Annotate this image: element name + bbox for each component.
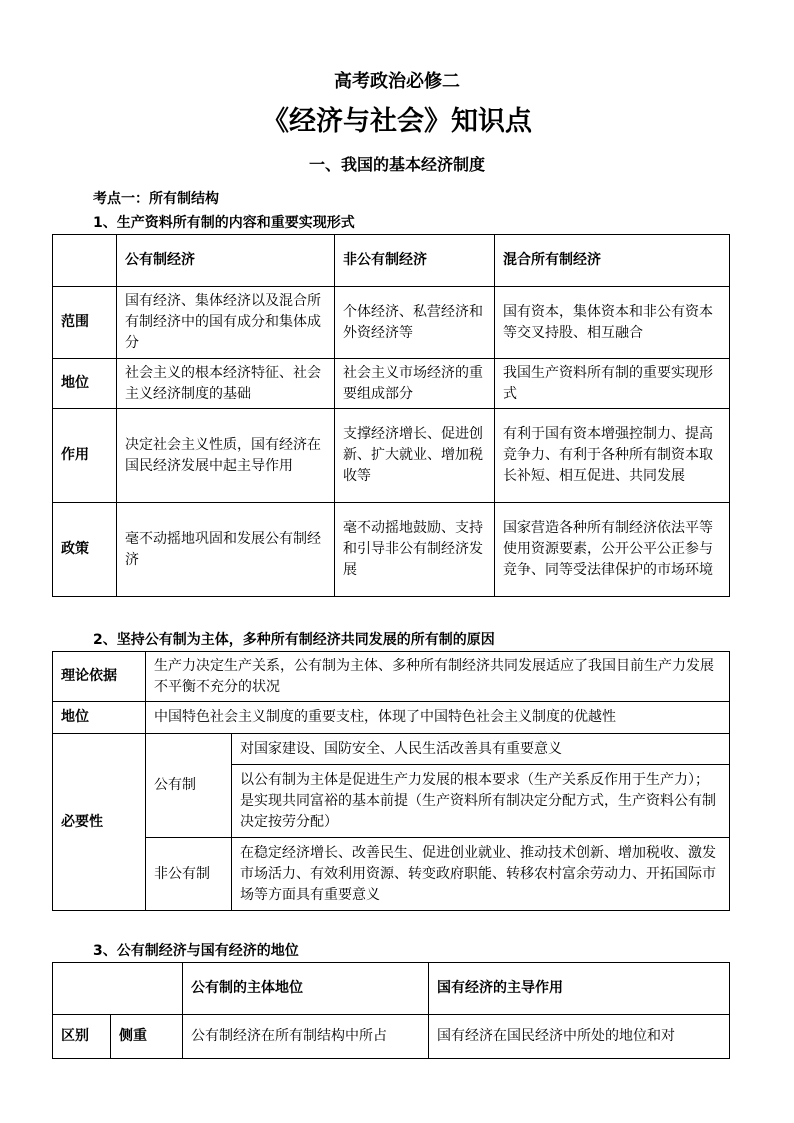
table-row (53, 1015, 730, 1059)
status-table (52, 962, 730, 1059)
row-label-emphasis: 侧重 (111, 1015, 183, 1059)
row-label-theory: 理论依据 (53, 652, 146, 702)
table-row (53, 503, 730, 597)
ownership-table (52, 234, 730, 597)
table-row (53, 359, 730, 409)
table-cell: 我国生产资料所有制的重要实现形式 (495, 359, 730, 409)
table-cell: 国家营造各种所有制经济依法平等使用资源要素，公开公平公正参与竞争、同等受法律保护的市场环境 (495, 503, 730, 597)
row-label: 地位 (53, 359, 117, 409)
table-cell: 决定社会主义性质，国有经济在国民经济发展中起主导作用 (117, 409, 335, 503)
header-cell-empty (53, 963, 183, 1015)
row-label-status: 地位 (53, 702, 146, 734)
header-cell-state-leading: 国有经济的主导作用 (429, 963, 730, 1015)
row-label: 作用 (53, 409, 117, 503)
row-label: 政策 (53, 503, 117, 597)
header-cell-nonpublic: 非公有制经济 (335, 235, 495, 287)
table-cell: 毫不动摇地鼓励、支持和引导非公有制经济发展 (335, 503, 495, 597)
table-cell: 毫不动摇地巩固和发展公有制经济 (117, 503, 335, 597)
table-header-row (53, 235, 730, 287)
table-cell: 公有制经济在所有制结构中所占 (183, 1015, 429, 1059)
section3-heading: 3、公有制经济与国有经济的地位 (93, 943, 299, 959)
doc-title-main: 《经济与社会》知识点 (262, 106, 532, 137)
table-row (53, 409, 730, 503)
theory-cell: 生产力决定生产关系，公有制为主体、多种所有制经济共同发展适应了我国目前生产力发展不平衡不充分的状况 (146, 652, 730, 702)
table-cell: 社会主义市场经济的重要组成部分 (335, 359, 495, 409)
public-label: 公有制 (146, 734, 232, 838)
topic-heading: 考点一：所有制结构 (93, 191, 219, 207)
table-cell: 社会主义的根本经济特征、社会主义经济制度的基础 (117, 359, 335, 409)
table-row (53, 652, 730, 702)
table-cell: 有利于国有资本增强控制力、提高竞争力、有利于各种所有制资本取长补短、相互促进、共同发展 (495, 409, 730, 503)
header-cell-public-dominance: 公有制的主体地位 (183, 963, 429, 1015)
nonpublic-label: 非公有制 (146, 838, 232, 911)
table-row (53, 287, 730, 359)
table-cell: 国有经济在国民经济中所处的地位和对 (429, 1015, 730, 1059)
section2-heading: 2、坚持公有制为主体，多种所有制经济共同发展的所有制的原因 (93, 632, 495, 648)
table-cell: 个体经济、私营经济和外资经济等 (335, 287, 495, 359)
table-cell: 支撑经济增长、促进创新、扩大就业、增加税收等 (335, 409, 495, 503)
table-row (53, 734, 730, 765)
header-cell-public: 公有制经济 (117, 235, 335, 287)
public-cell-2: 以公有制为主体是促进生产力发展的根本要求（生产关系反作用于生产力）；是实现共同富裕的基本前提（生产资料所有制决定分配方式，生产资料公有制决定按劳分配） (232, 765, 730, 838)
row-label-necessity: 必要性 (53, 734, 146, 911)
doc-title-line1: 高考政治必修二 (334, 71, 460, 92)
table-header-row (53, 963, 730, 1015)
table-cell: 国有经济、集体经济以及混合所有制经济中的国有成分和集体成分 (117, 287, 335, 359)
row-label: 范围 (53, 287, 117, 359)
section1-heading: 1、生产资料所有制的内容和重要实现形式 (93, 215, 355, 231)
table-row (53, 702, 730, 734)
chapter-heading: 一、我国的基本经济制度 (308, 155, 485, 174)
status-cell: 中国特色社会主义制度的重要支柱，体现了中国特色社会主义制度的优越性 (146, 702, 730, 734)
reasons-table (52, 651, 730, 911)
header-cell-empty (53, 235, 117, 287)
row-label-difference: 区别 (53, 1015, 111, 1059)
nonpublic-cell: 在稳定经济增长、改善民生、促进创业就业、推动技术创新、增加税收、激发市场活力、有效利用资源、转变政府职能、转移农村富余劳动力、开拓国际市场等方面具有重要意义 (232, 838, 730, 911)
header-cell-mixed: 混合所有制经济 (495, 235, 730, 287)
table-cell: 国有资本，集体资本和非公有资本等交叉持股、相互融合 (495, 287, 730, 359)
public-cell-1: 对国家建设、国防安全、人民生活改善具有重要意义 (232, 734, 730, 765)
table-row (53, 838, 730, 911)
